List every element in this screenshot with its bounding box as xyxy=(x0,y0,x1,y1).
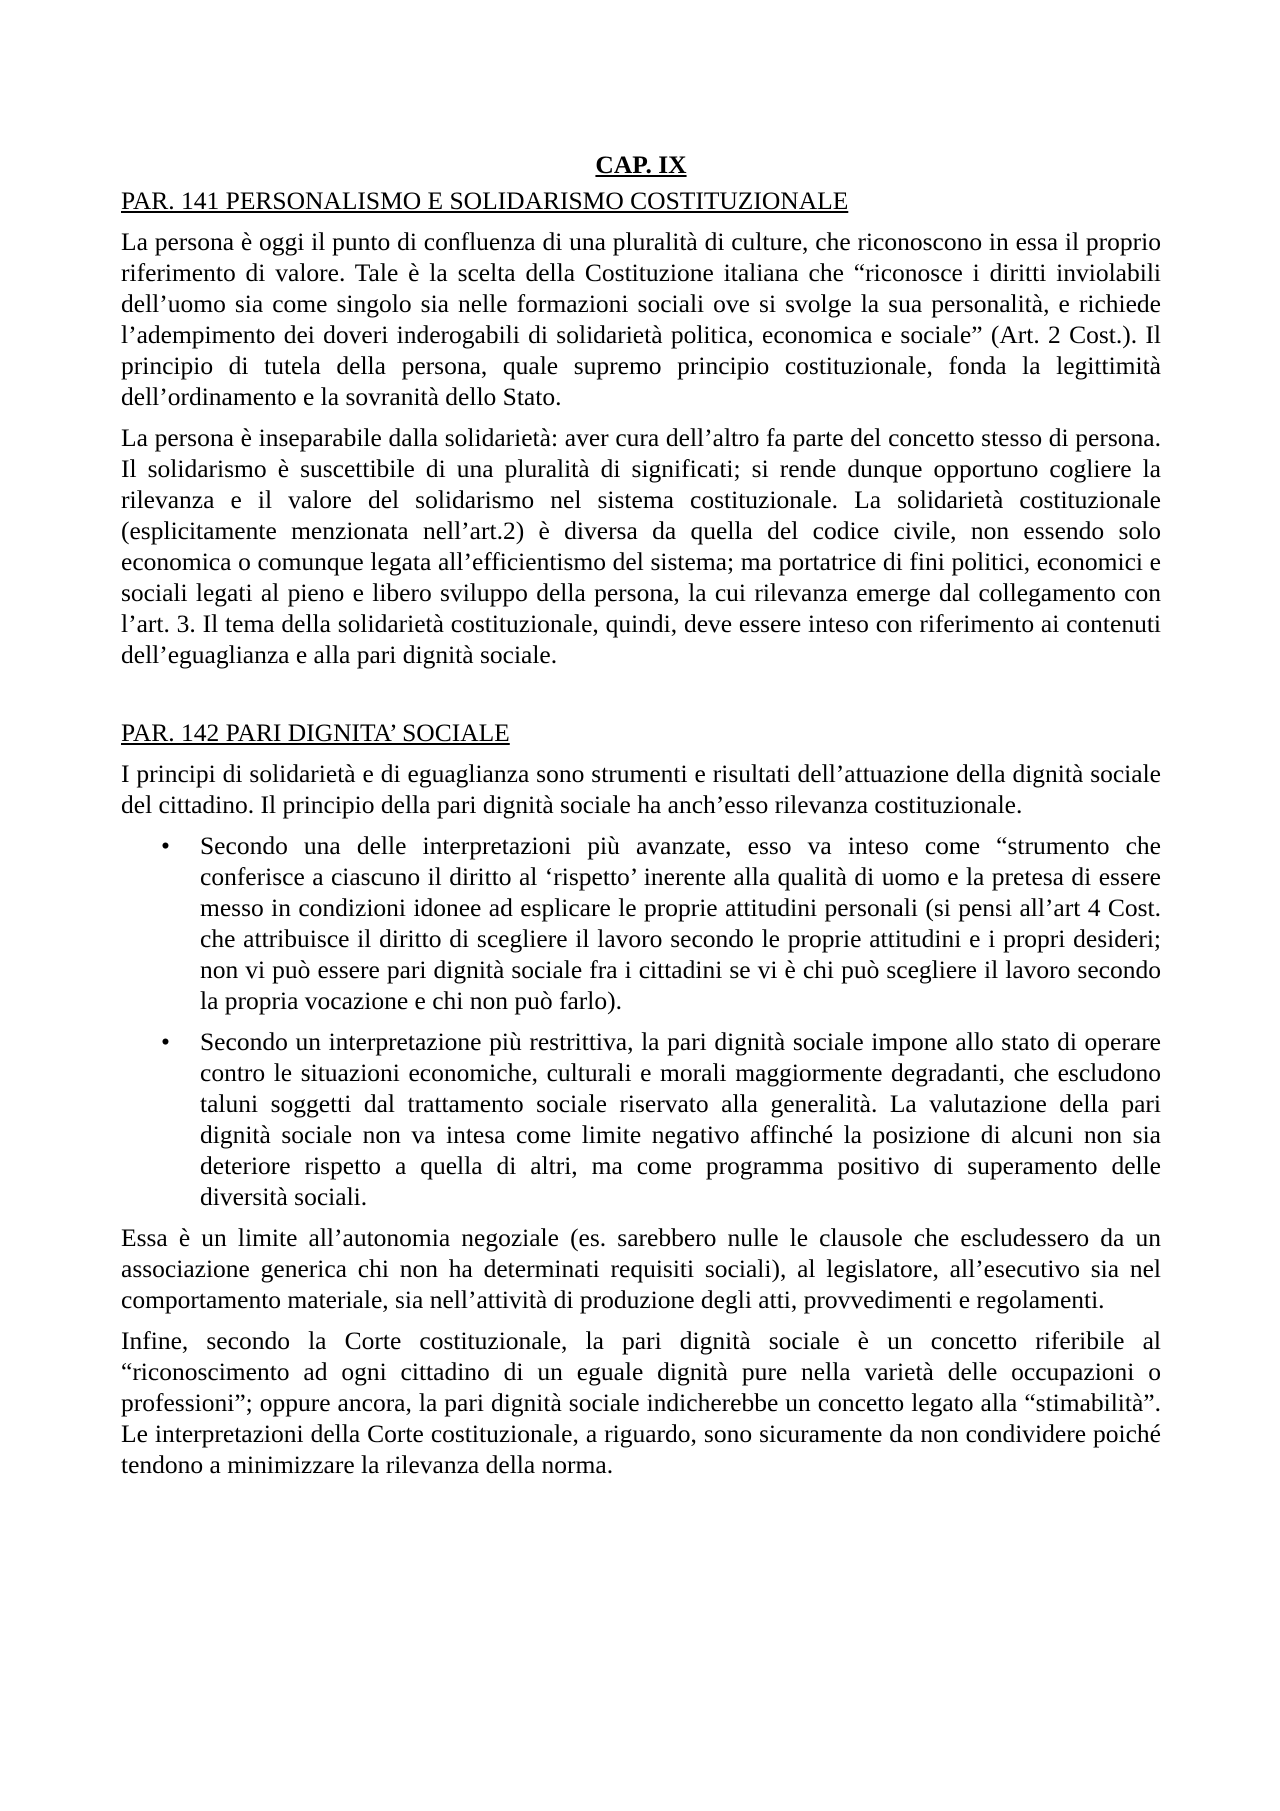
document-page xyxy=(121,148,1161,1490)
list-item-text: Secondo una delle interpretazioni più avanzate, esso va inteso come “strumento che conferisce a ciascuno il diritto al ‘rispetto’ inerente alla qualità di uomo e la pretesa di essere messo in condizioni idonee ad esplicare le proprie attitudini personali (si pensi all’art 4 Cost. che attribuisce il diritto di scegliere il lavoro secondo le proprie attitudini e i propri desideri; non vi può essere pari dignità sociale fra i cittadini se vi è chi può scegliere il lavoro secondo la propria vocazione e chi non può farlo). xyxy=(200,831,1161,1015)
section-par-142 xyxy=(121,716,1161,1480)
section-par-141 xyxy=(121,184,1161,670)
paragraph-limite-autonomia: Essa è un limite all’autonomia negoziale (es. sarebbero nulle le clausole che escludessero da un associazione generica chi non ha determinati requisiti sociali), al legislatore, all’esecutivo sia nel comportamento materiale, sia nell’attività di produzione degli atti, provvedimenti e regolamenti. xyxy=(121,1223,1161,1314)
bullet-icon: • xyxy=(161,1027,170,1056)
paragraph-persona-solidarieta: La persona è inseparabile dalla solidarietà: aver cura dell’altro fa parte del concetto stesso di persona. Il solidarismo è suscettibile di una pluralità di significati; si rende dunque opportuno cogliere la rilevanza e il valore del solidarismo nel sistema costituzionale. La solidarietà costituzionale (esplicitamente menzionata nell’art.2) è diversa da quella del codice civile, non essendo solo economica o comunque legata all’efficientismo del sistema; ma portatrice di fini politici, economici e sociali legati al pieno e libero sviluppo della persona, la cui rilevanza emerge dal collegamento con l’art. 3. Il tema della solidarietà costituzionale, quindi, deve essere inteso con riferimento ai contenuti dell’eguaglianza e alla pari dignità sociale. xyxy=(121,423,1161,669)
section-heading-par-141: PAR. 141 PERSONALISMO E SOLIDARISMO COSTITUZIONALE xyxy=(121,186,849,215)
interpretations-list xyxy=(121,830,1161,1212)
paragraph-corte-costituzionale: Infine, secondo la Corte costituzionale, la pari dignità sociale è un concetto riferibile al “riconoscimento ad ogni cittadino di un eguale dignità pure nella varietà delle occupazioni o professioni”; oppure ancora, la pari dignità sociale indicherebbe un concetto legato alla “stimabilità”. Le interpretazioni della Corte costituzionale, a riguardo, sono sicuramente da non condividere poiché tendono a minimizzare la rilevanza della norma. xyxy=(121,1326,1161,1479)
list-item-text: Secondo un interpretazione più restrittiva, la pari dignità sociale impone allo stato di operare contro le situazioni economiche, culturali e morali maggiormente degradanti, che escludono taluni soggetti dal trattamento sociale riservato alla generalità. La valutazione della pari dignità sociale non va intesa come limite negativo affinché la posizione di alcuni non sia deteriore rispetto a quella di altri, ma come programma positivo di superamento delle diversità sociali. xyxy=(200,1027,1161,1211)
list-item-interpretazione-restrittiva xyxy=(121,1026,1161,1212)
paragraph-persona-culture: La persona è oggi il punto di confluenza di una pluralità di culture, che riconoscono in essa il proprio riferimento di valore. Tale è la scelta della Costituzione italiana che “riconosce i diritti inviolabili dell’uomo sia come singolo sia nelle formazioni sociali ove si svolge la sua personalità, e richiede l’adempimento dei doveri inderogabili di solidarietà politica, economica e sociale” (Art. 2 Cost.). Il principio di tutela della persona, quale supremo principio costituzionale, fonda la legittimità dell’ordinamento e la sovranità dello Stato. xyxy=(121,227,1161,411)
bullet-icon: • xyxy=(161,831,170,860)
chapter-title: CAP. IX xyxy=(595,150,687,179)
list-item-interpretazione-avanzata xyxy=(121,830,1161,1016)
section-heading-par-142: PAR. 142 PARI DIGNITA’ SOCIALE xyxy=(121,718,510,747)
paragraph-intro-dignita: I principi di solidarietà e di eguaglianza sono strumenti e risultati dell’attuazione della dignità sociale del cittadino. Il principio della pari dignità sociale ha anch’esso rilevanza costituzionale. xyxy=(121,759,1161,819)
